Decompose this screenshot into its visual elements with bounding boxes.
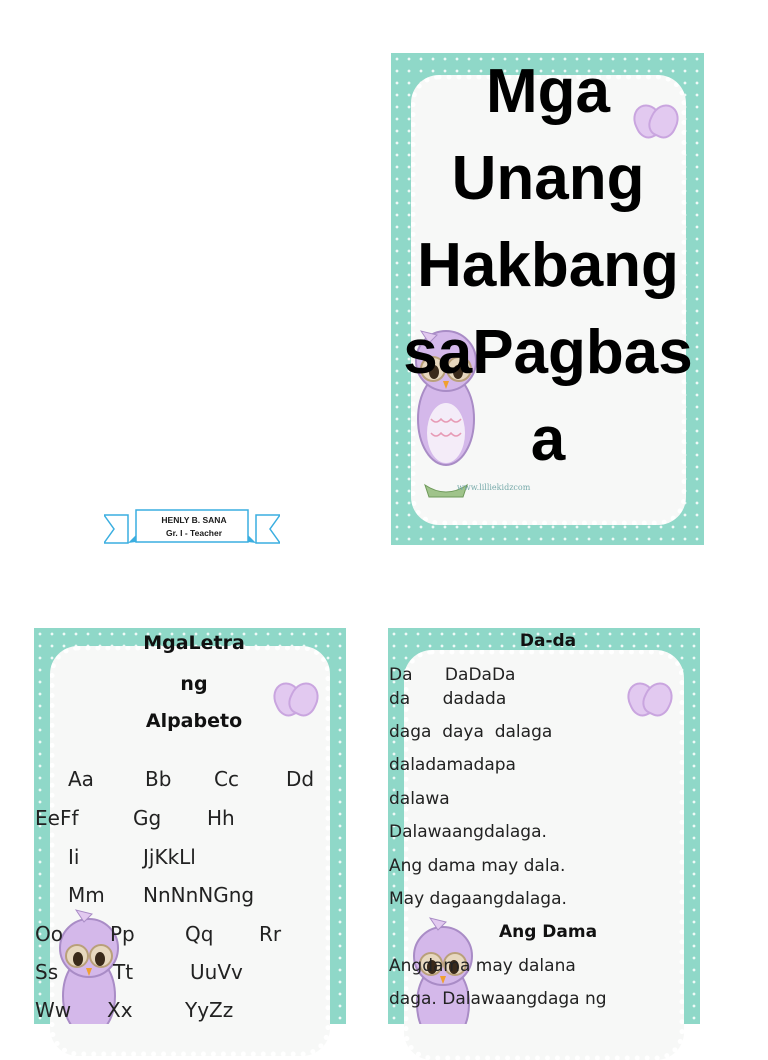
story-subheading: Ang Dama	[498, 922, 598, 942]
watermark-text: www.lilliekidzcom	[457, 483, 531, 492]
letter-cell: Gg	[133, 806, 162, 830]
alphabet-heading-line3: Alpabeto	[145, 710, 243, 732]
letter-cell: Qq	[185, 922, 214, 946]
letter-cell: Aa	[68, 767, 94, 791]
letter-cell: YyZz	[185, 998, 234, 1022]
cover-title: Mga Unang Hakbang saPagbas a	[403, 57, 693, 474]
letter-cell: Hh	[207, 806, 235, 830]
letter-cell: Bb	[145, 767, 172, 791]
reading-line: daga daya dalaga	[389, 722, 553, 742]
reading-heading: Da-da	[519, 631, 577, 651]
story-line: Angdama may dalana	[389, 956, 576, 976]
letter-cell: EeFf	[35, 806, 79, 830]
letter-cell: Cc	[214, 767, 239, 791]
letter-cell: Ww	[35, 998, 72, 1022]
letter-cell: Tt	[113, 960, 134, 984]
reading-line: dalawa	[389, 789, 450, 809]
letter-cell: JjKkLl	[143, 845, 196, 869]
reading-line: da dadada	[389, 689, 507, 709]
bow-decoration	[628, 676, 672, 720]
alphabet-heading-line1: MgaLetra	[143, 632, 245, 654]
letter-cell: UuVv	[190, 960, 243, 984]
reading-line: Da DaDaDa	[389, 665, 516, 685]
letter-cell: Ss	[35, 960, 59, 984]
letter-cell: NnNnNGng	[143, 883, 255, 907]
reading-line: daladamadapa	[389, 755, 516, 775]
story-line: daga. Dalawaangdaga ng	[389, 989, 607, 1009]
author-role: Gr. I - Teacher	[165, 528, 223, 538]
author-name: HENLY B. SANA	[161, 515, 227, 525]
reading-line: May dagaangdalaga.	[389, 889, 567, 909]
letter-cell: Dd	[286, 767, 315, 791]
letter-cell: Rr	[259, 922, 282, 946]
letter-cell: Pp	[110, 922, 135, 946]
letter-cell: Oo	[35, 922, 63, 946]
author-label	[144, 514, 244, 540]
letter-cell: Ii	[68, 845, 80, 869]
letter-cell: Mm	[68, 883, 105, 907]
letter-cell: Xx	[107, 998, 133, 1022]
alphabet-heading-line2: ng	[180, 673, 208, 695]
reading-line: Ang dama may dala.	[389, 856, 566, 876]
reading-line: Dalawaangdalaga.	[389, 822, 547, 842]
